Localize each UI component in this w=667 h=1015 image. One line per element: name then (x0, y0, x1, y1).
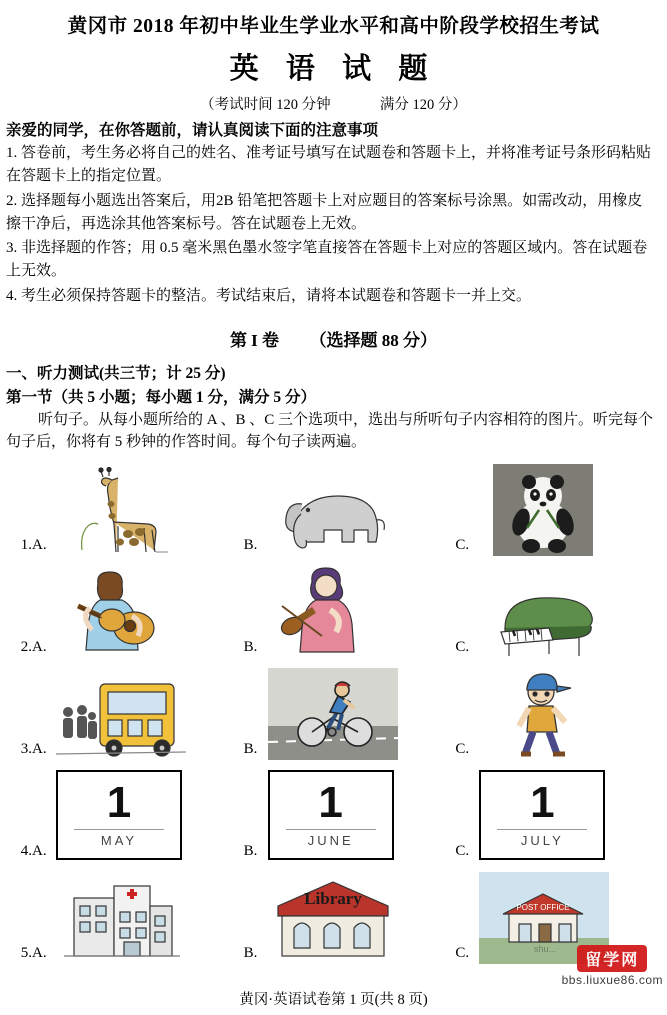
exam-score: 满分 120 分） (379, 97, 467, 113)
option-a[interactable] (32, 872, 244, 964)
option-b[interactable] (244, 872, 456, 964)
cyclist-image (268, 668, 398, 760)
sub-section-one-heading: 第一节（共 5 小题；每小题 1 分，满分 5 分） (6, 388, 317, 406)
notice-item (6, 285, 657, 308)
paper-section-label: 第 I 卷 (229, 330, 280, 350)
calendar-card (268, 770, 394, 860)
option-c[interactable] (455, 668, 667, 760)
option-b[interactable] (244, 668, 456, 760)
option-b[interactable] (244, 566, 456, 658)
question-row (6, 460, 667, 556)
calendar-month: JULY (497, 829, 587, 848)
notice-item (6, 142, 657, 189)
option-label-b: B. (243, 740, 258, 757)
svg-text:POST OFFICE: POST OFFICE (516, 902, 570, 912)
option-label-b: B. (243, 638, 258, 655)
calendar-month: MAY (74, 829, 164, 848)
question-number: 2. (20, 638, 32, 655)
calendar-card (479, 770, 605, 860)
calendar-july-image (479, 770, 609, 862)
option-label-a: A. (32, 638, 47, 655)
part-one-heading: 一、听力测试(共三节；计 25 分) (6, 364, 226, 382)
watermark-badge: 留学网 (577, 945, 647, 972)
notice-item (6, 190, 657, 237)
calendar-month: JUNE (286, 829, 376, 848)
option-label-a: A. (32, 536, 47, 553)
question-number: 1. (20, 536, 32, 553)
page-title: 黄冈市 2018 年初中毕业生学业水平和高中阶段学校招生考试 (67, 16, 600, 37)
elephant-image (268, 464, 398, 556)
svg-text:shu...: shu... (534, 943, 557, 954)
option-c[interactable] (455, 566, 667, 658)
option-label-b: B. (243, 536, 258, 553)
notice-item-text: 1. 答卷前，考生务必将自己的姓名、准考证号填写在试题卷和答题卡上，并将准考证号条形码粘贴在答题卡上的指定位置。 (6, 145, 652, 185)
question-row (6, 868, 667, 964)
notice-item-text: 3. 非选择题的作答；用 0.5 毫米黑色墨水签字笔直接答在答题卡上对应的答题区域内。答在试题卷上无效。 (6, 240, 648, 280)
calendar-day: 1 (530, 778, 555, 828)
paper-section-sub: （选择题 88 分） (309, 330, 438, 350)
option-c[interactable] (455, 872, 667, 964)
question-row (6, 766, 667, 862)
notice-item-text: 4. 考生必须保持答题卡的整洁。考试结束后，请将本试题卷和答题卡一并上交。 (6, 287, 532, 304)
option-label-c: C. (455, 638, 470, 655)
walking-boy-image (479, 668, 609, 760)
option-label-c: C. (455, 944, 470, 961)
option-c[interactable] (455, 464, 667, 556)
option-c[interactable] (455, 770, 667, 862)
question-number: 3. (20, 740, 32, 757)
hospital-image (56, 872, 186, 964)
option-label-c: C. (455, 740, 470, 757)
option-label-c: C. (455, 536, 470, 553)
option-b[interactable] (244, 464, 456, 556)
post-office-image (479, 872, 609, 964)
option-a[interactable] (32, 464, 244, 556)
listening-instruction: 听句子。从每小题所给的 A 、B 、C 三个选项中，选出与所听句子内容相符的图片。听完每个句子后，你将有 5 秒钟的作答时间。每个句子读两遍。 (6, 411, 654, 451)
option-b[interactable] (244, 770, 456, 862)
calendar-may-image (56, 770, 186, 862)
exam-time: （考试时间 120 分钟 (200, 97, 331, 113)
option-a[interactable] (32, 668, 244, 760)
option-a[interactable] (32, 566, 244, 658)
calendar-day: 1 (318, 778, 343, 828)
piano-image (479, 566, 609, 658)
violin-player-image (268, 566, 398, 658)
calendar-card (56, 770, 182, 860)
option-label-a: A. (32, 842, 47, 859)
page-footer: 黄冈·英语试卷第 1 页(共 8 页) (239, 992, 428, 1008)
exam-page (0, 10, 667, 1015)
option-a[interactable] (32, 770, 244, 862)
panda-image (479, 464, 609, 556)
school-bus-image (56, 668, 186, 760)
option-label-a: A. (32, 740, 47, 757)
notice-item (6, 237, 657, 284)
paper-section-heading (0, 326, 667, 351)
option-label-c: C. (455, 842, 470, 859)
calendar-day: 1 (106, 778, 132, 828)
option-label-b: B. (243, 842, 258, 859)
guitar-player-image (56, 566, 186, 658)
question-row (6, 562, 667, 658)
option-label-b: B. (243, 944, 258, 961)
giraffe-image (56, 464, 186, 556)
library-image (268, 872, 398, 964)
notice-heading: 亲爱的同学，在你答题前，请认真阅读下面的注意事项 (6, 122, 379, 139)
svg-text:Library: Library (303, 888, 362, 908)
question-number: 4. (20, 842, 32, 859)
question-number: 5. (20, 944, 32, 961)
notice-item-text: 2. 选择题每小题选出答案后，用2B 铅笔把答题卡上对应题目的答案标号涂黑。如需改动，用橡皮擦干净后，再选涂其他答案标号。答在试题卷上无效。 (6, 192, 643, 232)
subject-title: 英 语 试 题 (229, 53, 438, 85)
exam-info (0, 93, 667, 114)
notice-list (6, 142, 657, 308)
option-label-a: A. (32, 944, 47, 961)
calendar-june-image (268, 770, 398, 862)
question-row (6, 664, 667, 760)
watermark-url: bbs.liuxue86.com (561, 973, 663, 987)
